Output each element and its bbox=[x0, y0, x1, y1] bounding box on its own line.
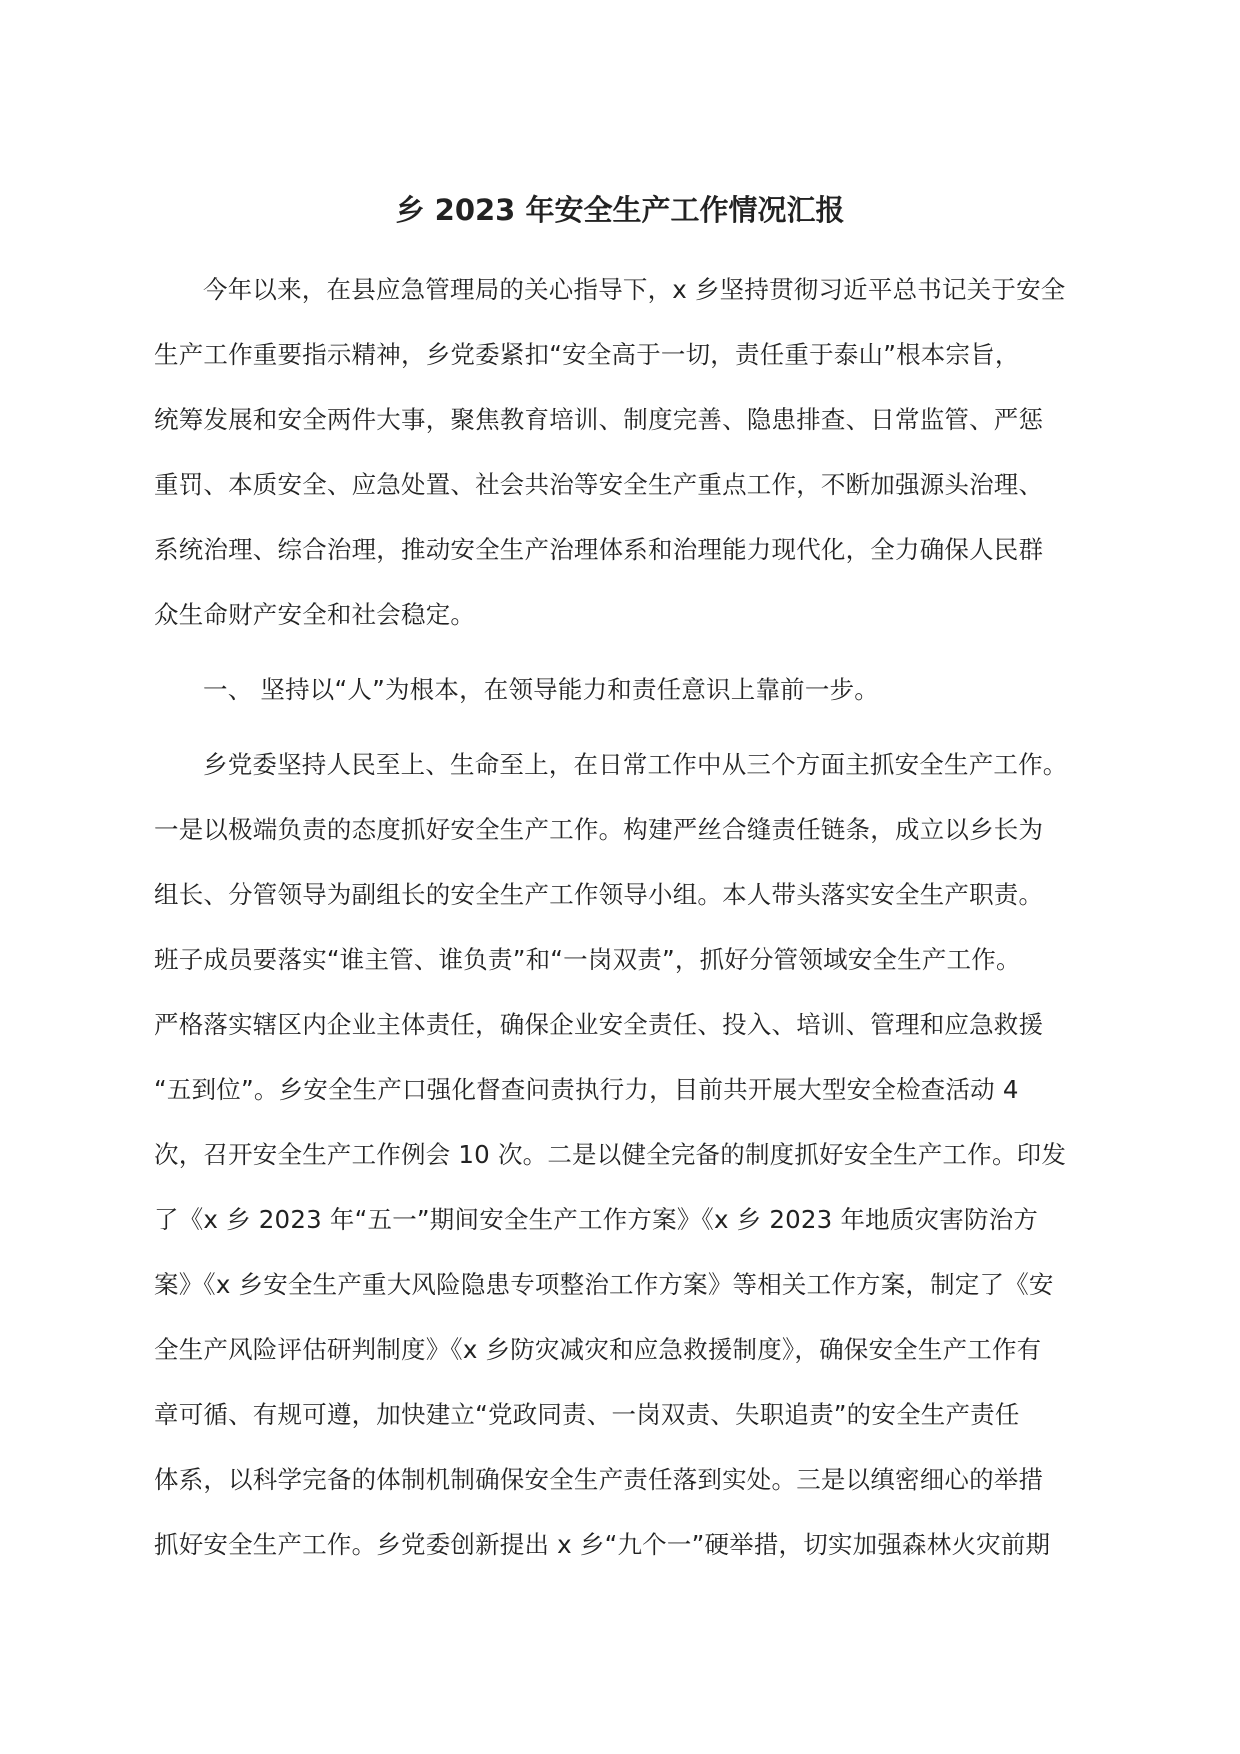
paragraph-line: 众生命财产安全和社会稳定。 bbox=[154, 600, 476, 629]
paragraph-line: 了《x 乡 2023 年“五一”期间安全生产工作方案》《x 乡 2023 年地质灾害防治方 bbox=[154, 1205, 1039, 1234]
document-title: 乡 2023 年安全生产工作情况汇报 bbox=[395, 193, 845, 227]
paragraph-line: 案》《x 乡安全生产重大风险隐患专项整治工作方案》等相关工作方案，制定了《安 bbox=[154, 1270, 1054, 1299]
paragraph-line: 今年以来，在县应急管理局的关心指导下，x 乡坚持贯彻习近平总书记关于安全 bbox=[203, 275, 1066, 304]
paragraph-line: 抓好安全生产工作。乡党委创新提出 x 乡“九个一”硬举措，切实加强森林火灾前期 bbox=[154, 1530, 1051, 1559]
paragraph-line: 重罚、本质安全、应急处置、社会共治等安全生产重点工作，不断加强源头治理、 bbox=[154, 470, 1044, 499]
paragraph-line: 全生产风险评估研判制度》《x 乡防灾减灾和应急救援制度》，确保安全生产工作有 bbox=[154, 1335, 1042, 1364]
paragraph-line: 严格落实辖区内企业主体责任，确保企业安全责任、投入、培训、管理和应急救援 bbox=[154, 1010, 1044, 1039]
section-heading: 一、 坚持以“人”为根本，在领导能力和责任意识上靠前一步。 bbox=[203, 675, 879, 704]
paragraph-line: 章可循、有规可遵，加快建立“党政同责、一岗双责、失职追责”的安全生产责任 bbox=[154, 1400, 1020, 1429]
paragraph-line: 班子成员要落实“谁主管、谁负责”和“一岗双责”，抓好分管领域安全生产工作。 bbox=[154, 945, 1021, 974]
paragraph-line: 一是以极端负责的态度抓好安全生产工作。构建严丝合缝责任链条，成立以乡长为 bbox=[154, 815, 1044, 844]
paragraph-line: 组长、分管领导为副组长的安全生产工作领导小组。本人带头落实安全生产职责。 bbox=[154, 880, 1044, 909]
paragraph-line: 体系，以科学完备的体制机制确保安全生产责任落到实处。三是以缜密细心的举措 bbox=[154, 1465, 1044, 1494]
paragraph-line: 系统治理、综合治理，推动安全生产治理体系和治理能力现代化，全力确保人民群 bbox=[154, 535, 1044, 564]
paragraph-line: 统筹发展和安全两件大事，聚焦教育培训、制度完善、隐患排查、日常监管、严惩 bbox=[154, 405, 1044, 434]
paragraph-line: “五到位”。乡安全生产口强化督查问责执行力，目前共开展大型安全检查活动 4 bbox=[154, 1075, 1019, 1104]
paragraph-line: 生产工作重要指示精神，乡党委紧扣“安全高于一切，责任重于泰山”根本宗旨， bbox=[154, 340, 1020, 369]
paragraph-line: 乡党委坚持人民至上、生命至上，在日常工作中从三个方面主抓安全生产工作。 bbox=[203, 750, 1068, 779]
paragraph-line: 次，召开安全生产工作例会 10 次。二是以健全完备的制度抓好安全生产工作。印发 bbox=[154, 1140, 1067, 1169]
